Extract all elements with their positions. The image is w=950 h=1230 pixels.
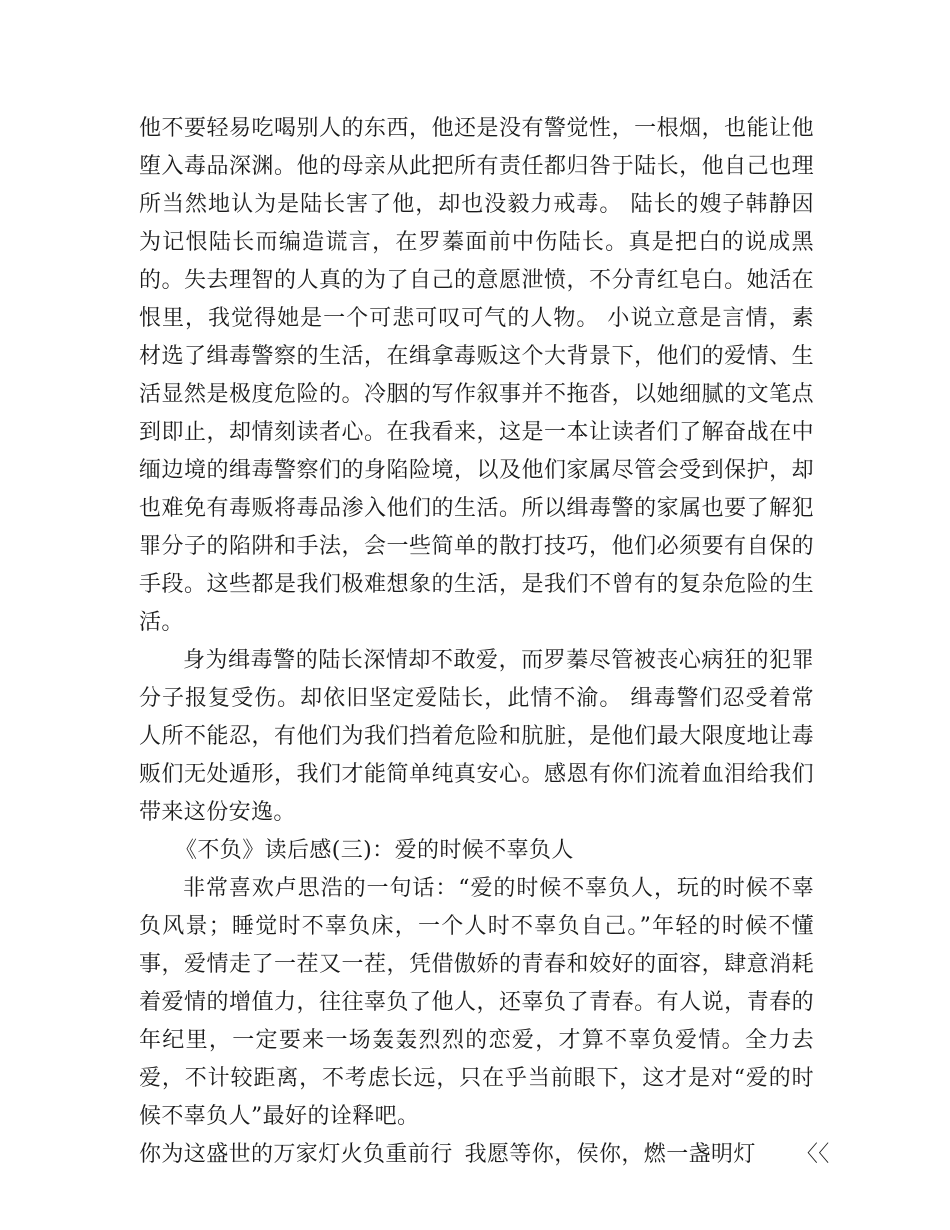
closing-line-part-1: 你为这盛世的万家灯火负重前行 [139, 1142, 453, 1167]
closing-line-part-2: 我愿等你，侯你，燃一盏明灯 [464, 1142, 756, 1167]
paragraph-3: 非常喜欢卢思浩的一句话：“爱的时候不辜负人，玩的时候不辜负风景；睡觉时不辜负床，一个人时不辜负自己。”年轻的时候不懂事，爱情走了一茬又一茬，凭借傲娇的青春和姣好的面容，肆意消耗着爱情的增值力，往往辜负了他人，还辜负了青春。有人说，青春的年纪里，一定要来一场轰轰烈烈的恋爱，才算不辜负爱情。全力去爱，不计较距离，不考虑长远，只在乎当前眼下，这才是对“爱的时候不辜负人”最好的诠释吧。 [139, 876, 814, 1129]
document-body [139, 110, 830, 1174]
closing-line [139, 1136, 830, 1174]
paragraph-1: 他不要轻易吃喝别人的东西，他还是没有警觉性，一根烟，也能让他堕入毒品深渊。他的母亲从此把所有责任都归咎于陆长，他自己也理所当然地认为是陆长害了他，却也没毅力戒毒。 陆长的嫂子韩静因为记恨陆长而编造谎言，在罗蓁面前中伤陆长。真是把白的说成黑的。失去理智的人真的为了自己的意愿泄愤，不分青红皂白。她活在恨里，我觉得她是一个可悲可叹可气的人物。 小说立意是言情，素材选了缉毒警察的生活，在缉拿毒贩这个大背景下，他们的爱情、生活显然是极度危险的。冷胭的写作叙事并不拖沓，以她细腻的文笔点到即止，却情刻读者心。在我看来，这是一本让读者们了解奋战在中缅边境的缉毒警察们的身陷险境，以及他们家属尽管会受到保护，却也难免有毒贩将毒品渗入他们的生活。所以缉毒警的家属也要了解犯罪分子的陷阱和手法，会一些简单的散打技巧，他们必须要有自保的手段。这些都是我们极难想象的生活，是我们不曾有的复杂危险的生活。 [139, 116, 814, 635]
section-heading: 《不负》读后感(三)：爱的时候不辜负人 [175, 838, 574, 863]
closing-line-part-3: 〈〈 [795, 1142, 830, 1167]
paragraph-2: 身为缉毒警的陆长深情却不敢爱，而罗蓁尽管被丧心病狂的犯罪分子报复受伤。却依旧坚定爱陆长，此情不渝。 缉毒警们忍受着常人所不能忍，有他们为我们挡着危险和肮脏，是他们最大限度地让毒贩们无处遁形，我们才能简单纯真安心。感恩有你们流着血泪给我们带来这份安逸。 [139, 648, 814, 825]
